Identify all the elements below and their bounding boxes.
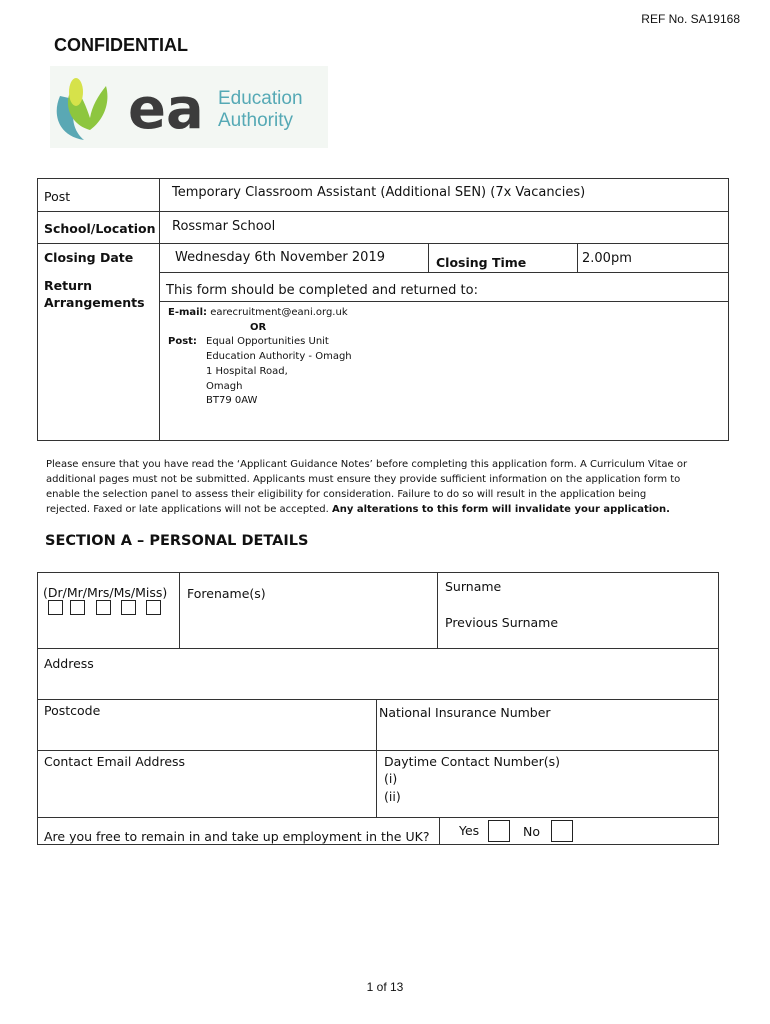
contact-email-field[interactable]: Contact Email Address (44, 754, 186, 769)
section-a-title: SECTION A – PERSONAL DETAILS (45, 533, 309, 549)
closing-time-value: 2.00pm (582, 251, 632, 266)
surname-field[interactable]: Surname (445, 579, 502, 594)
guidance-warning: Any alterations to this form will invalidate your application. (331, 504, 670, 515)
contact-number-1[interactable]: (i) (384, 771, 398, 786)
address-line-2: Education Authority - Omagh (206, 351, 352, 363)
school-value: Rossmar School (172, 219, 276, 234)
address-line-5: BT79 0AW (206, 395, 258, 407)
address-line-3: 1 Hospital Road, (206, 365, 288, 377)
title-mrs-checkbox[interactable] (96, 600, 111, 615)
guidance-line-3: enable the selection panel to assess their eligibility for consideration. Failure to do so will result in the application being (46, 489, 647, 500)
title-mr-checkbox[interactable] (70, 600, 85, 615)
guidance-line-2: additional pages must not be submitted. Applicants must ensure they provide sufficient information on the application form to (46, 474, 681, 485)
post-value: Temporary Classroom Assistant (Additional SEN) (7x Vacancies) (172, 185, 586, 200)
address-field[interactable]: Address (44, 656, 94, 671)
confidential-heading: CONFIDENTIAL (54, 35, 188, 55)
closing-date-value: Wednesday 6th November 2019 (175, 250, 385, 265)
page-number: 1 of 13 (366, 980, 404, 994)
title-ms-checkbox[interactable] (121, 600, 136, 615)
svg-text:ea: ea (128, 77, 204, 142)
post-address-label: Post: (168, 336, 197, 348)
title-dr-checkbox[interactable] (48, 600, 63, 615)
contact-number-2[interactable]: (ii) (384, 789, 401, 804)
closing-date-label: Closing Date (44, 250, 134, 265)
school-label: School/Location (44, 221, 156, 236)
or-label: OR (250, 321, 267, 333)
title-options-label: (Dr/Mr/Mrs/Ms/Miss) (43, 585, 168, 600)
guidance-paragraph (46, 457, 716, 517)
guidance-line-1: Please ensure that you have read the ‘Applicant Guidance Notes’ before completing this application form. A Curriculum Vitae or (46, 459, 688, 470)
yes-checkbox[interactable] (488, 820, 510, 842)
address-line-1: Equal Opportunities Unit (206, 336, 329, 348)
forename-field[interactable]: Forename(s) (187, 586, 266, 601)
address-line-4: Omagh (206, 380, 243, 392)
uk-employment-question: Are you free to remain in and take up employment in the UK? (44, 829, 430, 844)
return-label-2: Arrangements (44, 295, 145, 310)
reference-number: REF No. SA19168 (641, 12, 740, 26)
previous-surname-field[interactable]: Previous Surname (445, 615, 559, 630)
postcode-field[interactable]: Postcode (44, 703, 101, 718)
return-details (168, 306, 352, 409)
title-miss-checkbox[interactable] (146, 600, 161, 615)
logo-text-line2: Authority (218, 110, 293, 131)
return-label-1: Return (44, 278, 93, 293)
no-checkbox[interactable] (551, 820, 573, 842)
daytime-contact-field[interactable]: Daytime Contact Number(s) (384, 754, 560, 769)
education-authority-logo (50, 66, 328, 148)
return-intro: This form should be completed and returned to: (166, 283, 478, 298)
closing-time-label: Closing Time (436, 255, 527, 270)
no-label: No (523, 824, 540, 839)
guidance-line-4: rejected. Faxed or late applications will not be accepted. (46, 504, 329, 515)
logo-text-line1: Education (218, 88, 303, 109)
ni-number-field[interactable]: National Insurance Number (379, 705, 551, 720)
yes-label: Yes (459, 823, 480, 838)
post-label: Post (44, 189, 71, 204)
logo-text (218, 88, 303, 132)
email-value[interactable]: earecruitment@eani.org.uk (210, 307, 348, 318)
email-label: E-mail: (168, 307, 208, 318)
